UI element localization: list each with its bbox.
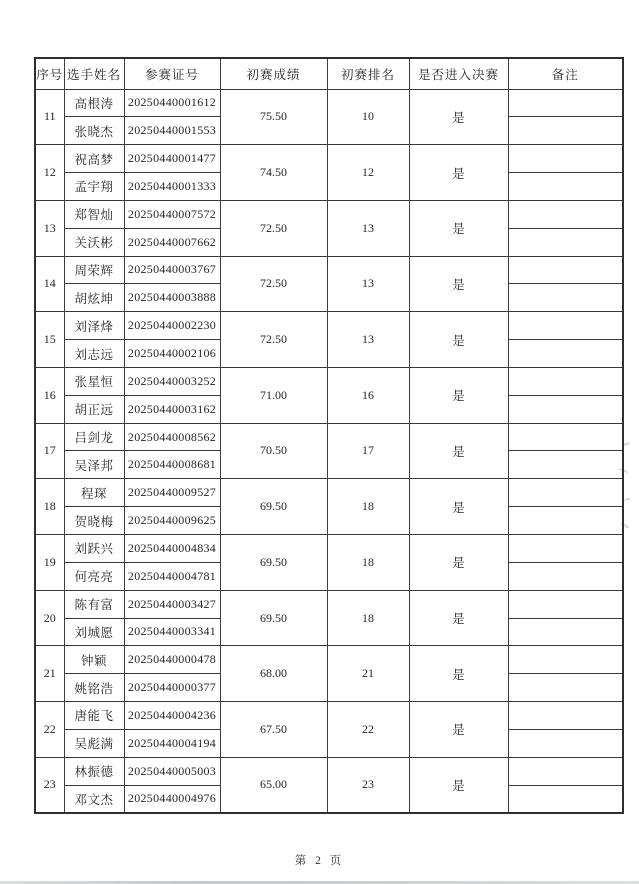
header-entry-cert-number: 参赛证号: [124, 58, 220, 89]
advance-to-final-cell: 是: [409, 145, 508, 201]
entry-cert-cell: 20250440004236: [124, 702, 220, 730]
serial-number-cell: 21: [35, 646, 64, 702]
advance-to-final-cell: 是: [409, 200, 508, 256]
player-name-cell: 张星恒: [64, 367, 124, 395]
entry-cert-cell: 20250440001612: [124, 89, 220, 117]
player-name-cell: 关沃彬: [64, 228, 124, 256]
header-advance-to-final: 是否进入决赛: [409, 58, 508, 89]
header-player-name: 选手姓名: [64, 58, 124, 89]
serial-number-cell: 20: [35, 590, 64, 646]
preliminary-rank-cell: 16: [327, 367, 409, 423]
entry-cert-cell: 20250440004194: [124, 729, 220, 757]
serial-number-cell: 16: [35, 367, 64, 423]
preliminary-rank-cell: 13: [327, 312, 409, 368]
entry-cert-cell: 20250440008681: [124, 451, 220, 479]
table-row: [35, 423, 623, 451]
player-name-cell: 刘城愿: [64, 618, 124, 646]
remark-cell: [508, 674, 623, 702]
remark-cell: [508, 284, 623, 312]
player-name-cell: 邓文杰: [64, 785, 124, 813]
remark-cell: [508, 451, 623, 479]
remark-cell: [508, 423, 623, 451]
results-table: [34, 57, 624, 814]
remark-cell: [508, 200, 623, 228]
player-name-cell: 林振德: [64, 757, 124, 785]
entry-cert-cell: 20250440002230: [124, 312, 220, 340]
header-serial-number: 序号: [35, 58, 64, 89]
player-name-cell: 唐能飞: [64, 702, 124, 730]
entry-cert-cell: 20250440003888: [124, 284, 220, 312]
entry-cert-cell: 20250440001477: [124, 145, 220, 173]
entry-cert-cell: 20250440000478: [124, 646, 220, 674]
preliminary-rank-cell: 22: [327, 702, 409, 758]
remark-cell: [508, 173, 623, 201]
entry-cert-cell: 20250440003341: [124, 618, 220, 646]
preliminary-score-cell: 65.00: [220, 757, 327, 813]
table-row: [35, 256, 623, 284]
remark-cell: [508, 256, 623, 284]
player-name-cell: 程琛: [64, 479, 124, 507]
player-name-cell: 刘跃兴: [64, 535, 124, 563]
serial-number-cell: 11: [35, 89, 64, 145]
player-name-cell: 吕剑龙: [64, 423, 124, 451]
advance-to-final-cell: 是: [409, 702, 508, 758]
advance-to-final-cell: 是: [409, 423, 508, 479]
advance-to-final-cell: 是: [409, 312, 508, 368]
serial-number-cell: 19: [35, 535, 64, 591]
serial-number-cell: 22: [35, 702, 64, 758]
player-name-cell: 陈有富: [64, 590, 124, 618]
table-row: [35, 535, 623, 563]
preliminary-score-cell: 72.50: [220, 200, 327, 256]
preliminary-score-cell: 74.50: [220, 145, 327, 201]
remark-cell: [508, 89, 623, 117]
entry-cert-cell: 20250440007572: [124, 200, 220, 228]
preliminary-score-cell: 68.00: [220, 646, 327, 702]
player-name-cell: 吴彪满: [64, 729, 124, 757]
player-name-cell: 周荣辉: [64, 256, 124, 284]
remark-cell: [508, 618, 623, 646]
advance-to-final-cell: 是: [409, 367, 508, 423]
scan-smudge: [624, 498, 632, 505]
remark-cell: [508, 228, 623, 256]
serial-number-cell: 12: [35, 145, 64, 201]
table-row: [35, 145, 623, 173]
remark-cell: [508, 367, 623, 395]
table-row: [35, 312, 623, 340]
remark-cell: [508, 729, 623, 757]
entry-cert-cell: 20250440009625: [124, 507, 220, 535]
remark-cell: [508, 757, 623, 785]
entry-cert-cell: 20250440005003: [124, 757, 220, 785]
preliminary-rank-cell: 23: [327, 757, 409, 813]
table-row: [35, 479, 623, 507]
table-row: [35, 702, 623, 730]
serial-number-cell: 18: [35, 479, 64, 535]
remark-cell: [508, 562, 623, 590]
player-name-cell: 郑智灿: [64, 200, 124, 228]
remark-cell: [508, 702, 623, 730]
entry-cert-cell: 20250440007662: [124, 228, 220, 256]
table-row: [35, 200, 623, 228]
player-name-cell: 姚铭浩: [64, 674, 124, 702]
preliminary-rank-cell: 13: [327, 200, 409, 256]
player-name-cell: 刘泽烽: [64, 312, 124, 340]
serial-number-cell: 14: [35, 256, 64, 312]
advance-to-final-cell: 是: [409, 757, 508, 813]
preliminary-rank-cell: 21: [327, 646, 409, 702]
remark-cell: [508, 646, 623, 674]
preliminary-rank-cell: 18: [327, 590, 409, 646]
preliminary-score-cell: 69.50: [220, 479, 327, 535]
entry-cert-cell: 20250440000377: [124, 674, 220, 702]
player-name-cell: 贺晓梅: [64, 507, 124, 535]
player-name-cell: 吴泽邦: [64, 451, 124, 479]
header-preliminary-score: 初赛成绩: [220, 58, 327, 89]
entry-cert-cell: 20250440001553: [124, 117, 220, 145]
preliminary-score-cell: 69.50: [220, 590, 327, 646]
table-row: [35, 367, 623, 395]
serial-number-cell: 17: [35, 423, 64, 479]
entry-cert-cell: 20250440002106: [124, 340, 220, 368]
preliminary-score-cell: 71.00: [220, 367, 327, 423]
serial-number-cell: 13: [35, 200, 64, 256]
remark-cell: [508, 479, 623, 507]
player-name-cell: 孟宇翔: [64, 173, 124, 201]
remark-cell: [508, 117, 623, 145]
serial-number-cell: 15: [35, 312, 64, 368]
serial-number-cell: 23: [35, 757, 64, 813]
table-row: [35, 757, 623, 785]
player-name-cell: 张晓杰: [64, 117, 124, 145]
entry-cert-cell: 20250440004834: [124, 535, 220, 563]
remark-cell: [508, 590, 623, 618]
preliminary-score-cell: 72.50: [220, 312, 327, 368]
table-row: [35, 590, 623, 618]
player-name-cell: 何亮亮: [64, 562, 124, 590]
advance-to-final-cell: 是: [409, 535, 508, 591]
player-name-cell: 祝高梦: [64, 145, 124, 173]
table-header-row: [35, 58, 623, 89]
preliminary-score-cell: 70.50: [220, 423, 327, 479]
table-row: [35, 89, 623, 117]
entry-cert-cell: 20250440004976: [124, 785, 220, 813]
page-number: 第 2 页: [294, 855, 345, 867]
preliminary-rank-cell: 18: [327, 479, 409, 535]
entry-cert-cell: 20250440009527: [124, 479, 220, 507]
entry-cert-cell: 20250440008562: [124, 423, 220, 451]
header-preliminary-rank: 初赛排名: [327, 58, 409, 89]
remark-cell: [508, 340, 623, 368]
advance-to-final-cell: 是: [409, 89, 508, 145]
preliminary-rank-cell: 10: [327, 89, 409, 145]
entry-cert-cell: 20250440003767: [124, 256, 220, 284]
player-name-cell: 胡炫坤: [64, 284, 124, 312]
remark-cell: [508, 507, 623, 535]
player-name-cell: 高根涛: [64, 89, 124, 117]
scan-smudge: [621, 442, 631, 450]
remark-cell: [508, 145, 623, 173]
remark-cell: [508, 785, 623, 813]
preliminary-score-cell: 67.50: [220, 702, 327, 758]
player-name-cell: 胡正远: [64, 395, 124, 423]
entry-cert-cell: 20250440004781: [124, 562, 220, 590]
preliminary-rank-cell: 18: [327, 535, 409, 591]
preliminary-score-cell: 69.50: [220, 535, 327, 591]
remark-cell: [508, 395, 623, 423]
preliminary-rank-cell: 17: [327, 423, 409, 479]
entry-cert-cell: 20250440003427: [124, 590, 220, 618]
preliminary-rank-cell: 12: [327, 145, 409, 201]
table-row: [35, 646, 623, 674]
advance-to-final-cell: 是: [409, 256, 508, 312]
preliminary-rank-cell: 13: [327, 256, 409, 312]
remark-cell: [508, 535, 623, 563]
entry-cert-cell: 20250440003162: [124, 395, 220, 423]
entry-cert-cell: 20250440001333: [124, 173, 220, 201]
entry-cert-cell: 20250440003252: [124, 367, 220, 395]
remark-cell: [508, 312, 623, 340]
player-name-cell: 刘志远: [64, 340, 124, 368]
header-remarks: 备注: [508, 58, 623, 89]
advance-to-final-cell: 是: [409, 646, 508, 702]
advance-to-final-cell: 是: [409, 590, 508, 646]
player-name-cell: 钟颖: [64, 646, 124, 674]
preliminary-score-cell: 75.50: [220, 89, 327, 145]
preliminary-score-cell: 72.50: [220, 256, 327, 312]
advance-to-final-cell: 是: [409, 479, 508, 535]
